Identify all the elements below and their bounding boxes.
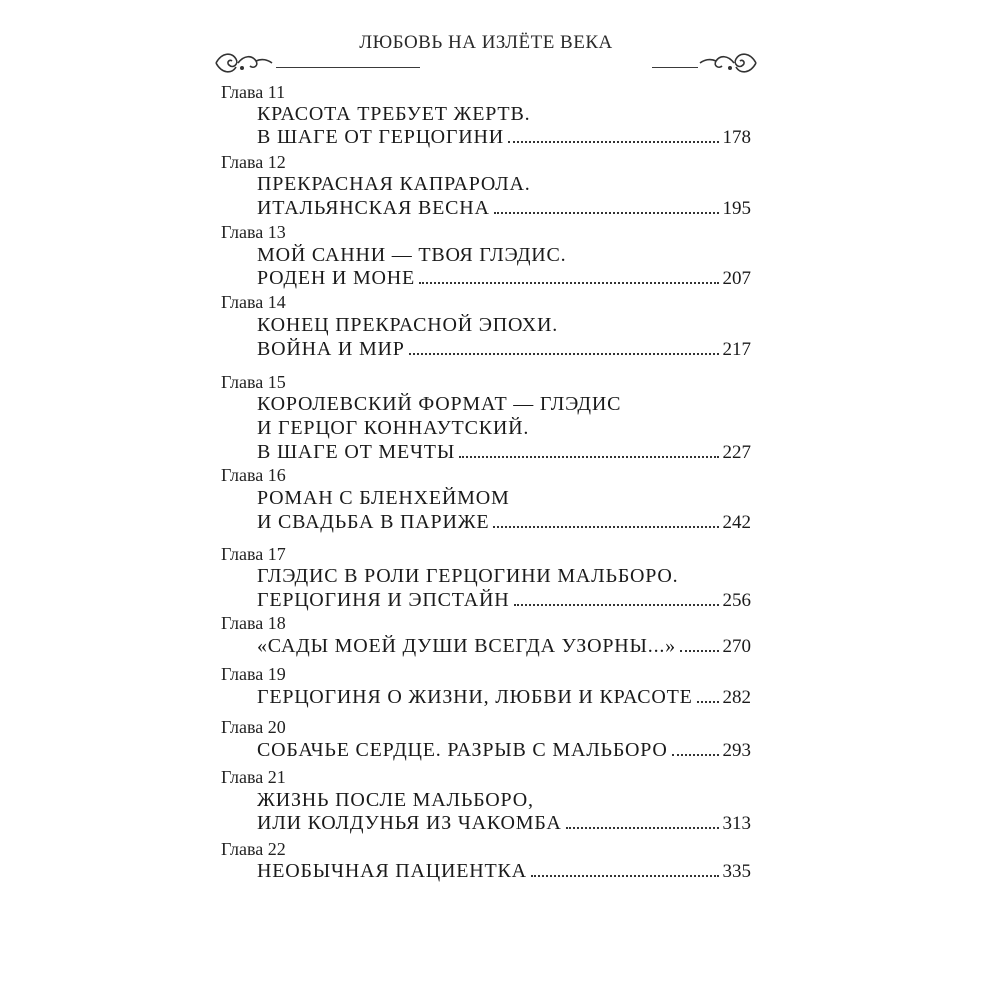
toc-entry-line[interactable]: [257, 119, 751, 149]
dot-leader: [514, 603, 719, 606]
chapter-label: Глава 17: [221, 544, 286, 564]
chapter-title-line: В ШАГЕ ОТ МЕЧТЫ: [257, 441, 456, 463]
dot-leader: [531, 874, 719, 877]
page-number: 293: [722, 740, 751, 761]
toc-entry-line[interactable]: [257, 504, 751, 534]
dot-leader: [672, 753, 719, 756]
chapter-title-line: ГЕРЦОГИНЯ О ЖИЗНИ, ЛЮБВИ И КРАСОТЕ: [257, 686, 693, 708]
dot-leader: [697, 700, 719, 703]
dot-leader: [459, 455, 718, 458]
toc-entry-line[interactable]: [257, 805, 751, 835]
chapter-title-line: КОНЕЦ ПРЕКРАСНОЙ ЭПОХИ.: [257, 314, 559, 336]
dot-leader: [508, 140, 718, 143]
chapter-label: Глава 11: [221, 82, 286, 102]
chapter-label: Глава 21: [221, 767, 286, 787]
chapter-title-line: «САДЫ МОЕЙ ДУШИ ВСЕГДА УЗОРНЫ...»: [257, 635, 676, 657]
page-number: 270: [722, 636, 751, 657]
chapter-title-line: ИЛИ КОЛДУНЬЯ ИЗ ЧАКОМБА: [257, 812, 562, 834]
chapter-title-line: ВОЙНА И МИР: [257, 338, 405, 360]
toc-entry-line[interactable]: [257, 679, 751, 709]
chapter-title-line: ИТАЛЬЯНСКАЯ ВЕСНА: [257, 197, 490, 219]
chapter-title-line: В ШАГЕ ОТ ГЕРЦОГИНИ: [257, 126, 505, 148]
running-header-title: ЛЮБОВЬ НА ИЗЛЁТЕ ВЕКА: [359, 32, 613, 53]
chapter-label: Глава 13: [221, 222, 286, 242]
chapter-title-line: РОДЕН И МОНЕ: [257, 267, 416, 289]
chapter-label: Глава 22: [221, 839, 286, 859]
dot-leader: [680, 649, 719, 652]
chapter-label: Глава 12: [221, 152, 286, 172]
page-number: 256: [722, 590, 751, 611]
chapter-title-line: КРАСОТА ТРЕБУЕТ ЖЕРТВ.: [257, 103, 531, 125]
page-number: 242: [722, 512, 751, 533]
chapter-title-line: КОРОЛЕВСКИЙ ФОРМАТ — ГЛЭДИС: [257, 393, 622, 415]
chapter-title-line: ЖИЗНЬ ПОСЛЕ МАЛЬБОРО,: [257, 789, 534, 811]
chapter-label: Глава 19: [221, 664, 286, 684]
chapter-title-line: СОБАЧЬЕ СЕРДЦЕ. РАЗРЫВ С МАЛЬБОРО: [257, 739, 668, 761]
toc-entry-line[interactable]: [257, 853, 751, 883]
page-number: 282: [722, 687, 751, 708]
chapter-title-line: РОМАН С БЛЕНХЕЙМОМ: [257, 487, 510, 509]
page-number: 195: [722, 198, 751, 219]
ornament-right-icon: [698, 50, 760, 76]
chapter-title-line: И СВАДЬБА В ПАРИЖЕ: [257, 511, 490, 533]
page-number: 335: [722, 861, 751, 882]
chapter-title-line: МОЙ САННИ — ТВОЯ ГЛЭДИС.: [257, 244, 567, 266]
toc-entry-line[interactable]: [257, 628, 751, 658]
dot-leader: [419, 281, 718, 284]
page-number: 217: [722, 339, 751, 360]
chapter-title-line: ПРЕКРАСНАЯ КАПРАРОЛА.: [257, 173, 531, 195]
chapter-title-line: И ГЕРЦОГ КОННАУТСКИЙ.: [257, 417, 530, 439]
chapter-label: Глава 14: [221, 292, 286, 312]
chapter-title-line: ГЕРЦОГИНЯ И ЭПСТАЙН: [257, 589, 510, 611]
toc-entry-line[interactable]: [257, 190, 751, 220]
page-number: 178: [722, 127, 751, 148]
chapter-label: Глава 15: [221, 372, 286, 392]
dot-leader: [493, 525, 718, 528]
header-rule-left: [276, 67, 420, 68]
toc-entry-line[interactable]: [257, 434, 751, 464]
header-rule-right: [652, 67, 698, 68]
running-header: [212, 22, 760, 62]
toc-entry-line[interactable]: [257, 582, 751, 612]
dot-leader: [494, 211, 719, 214]
page-number: 207: [722, 268, 751, 289]
toc-entry-line[interactable]: [257, 732, 751, 762]
dot-leader: [409, 352, 719, 355]
dot-leader: [566, 826, 719, 829]
chapter-title-line: ГЛЭДИС В РОЛИ ГЕРЦОГИНИ МАЛЬБОРО.: [257, 565, 679, 587]
chapter-label: Глава 20: [221, 717, 286, 737]
toc-entry-line[interactable]: [257, 260, 751, 290]
page-number: 227: [722, 442, 751, 463]
chapter-label: Глава 16: [221, 465, 286, 485]
page-number: 313: [722, 813, 751, 834]
chapter-label: Глава 18: [221, 613, 286, 633]
chapter-title-line: НЕОБЫЧНАЯ ПАЦИЕНТКА: [257, 860, 527, 882]
toc-entry-line[interactable]: [257, 331, 751, 361]
